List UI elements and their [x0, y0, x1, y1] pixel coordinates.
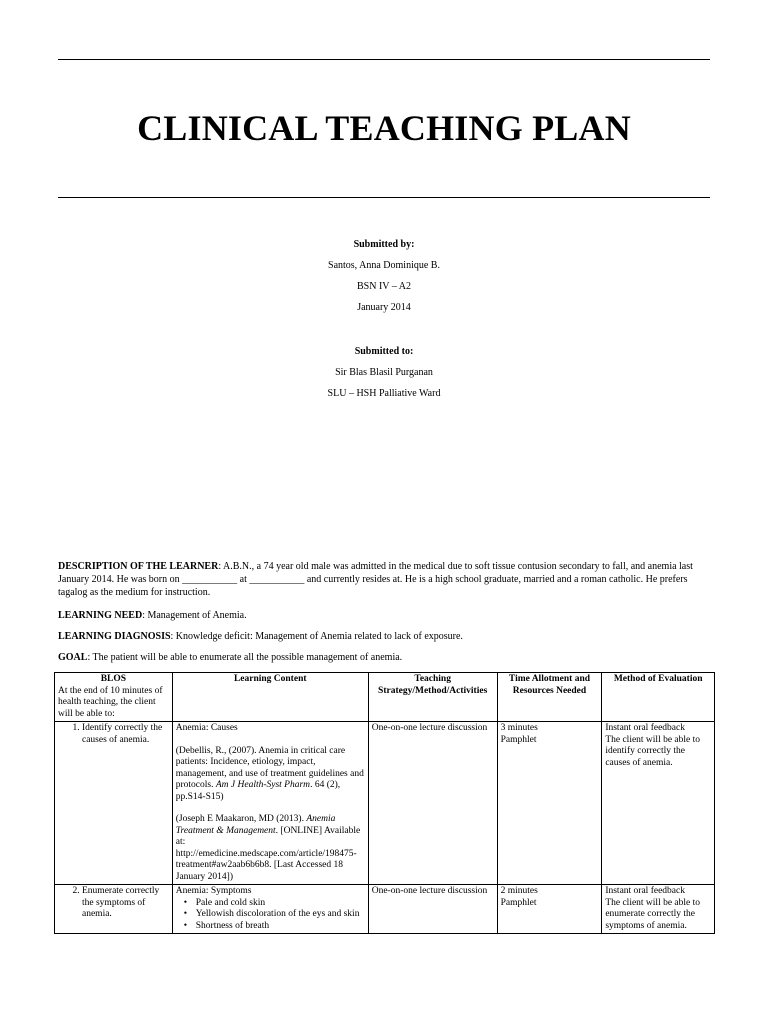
- reference-2: (Joseph E Maakaron, MD (2013). Anemia Treatment & Management. [ONLINE] Available at: http://emedicine.medscape.com/article/198475-treatment#aw2aab6b6b8. [Last Accessed 18 January 2014]): [175, 814, 361, 882]
- submitted-to-block: [0, 341, 768, 404]
- learning-diagnosis: [58, 630, 718, 643]
- submitted-by-block: [0, 234, 768, 318]
- header-blos: [55, 673, 173, 722]
- submission-date: January 2014: [357, 302, 411, 313]
- description-text: : A.B.N., a 74 year old male was admitted in the medical due to soft tissue contusion secondary to fall, and anemia last January 2014. He was born on ___________ at ___________ and currently resides at. He is a high school graduate, married and a roman catholic. He prefers tagalog as the medium for instruction.: [58, 561, 693, 598]
- table-row: [55, 885, 715, 934]
- learning-need: [58, 609, 718, 622]
- header-blos-note: At the end of 10 minutes of health teaching, the client will be able to:: [58, 685, 163, 719]
- content-title: Anemia: Causes: [175, 723, 238, 733]
- content-cell: [172, 722, 368, 885]
- table-header-row: [55, 673, 715, 722]
- blos-item: 1. Identify correctly the causes of anemia.: [82, 723, 169, 746]
- content-cell: [172, 885, 368, 934]
- header-time-allotment: Time Allotment and Resources Needed: [497, 673, 602, 722]
- blos-cell: [55, 885, 173, 934]
- submitted-to-label: Submitted to:: [354, 346, 414, 357]
- reference-1: (Debellis, R., (2007). Anemia in critical care patients: Incidence, etiology, impact, management, and use of treatment guidelines and protocols. Am J Health-Syst Pharm. 64 (2), pp.S14-S15): [175, 745, 364, 802]
- header-blos-label: BLOS: [100, 674, 127, 684]
- submitter-section: BSN IV – A2: [357, 281, 411, 292]
- symptom-list: [176, 898, 365, 933]
- time-cell: [497, 885, 602, 934]
- learning-diagnosis-label: LEARNING DIAGNOSIS: [58, 631, 171, 642]
- list-item: • Yellowish discoloration of the eys and skin: [196, 909, 365, 921]
- recipient-ward: SLU – HSH Palliative Ward: [327, 388, 441, 399]
- time-cell: [497, 722, 602, 885]
- teaching-plan-table: [54, 672, 715, 934]
- evaluation-cell: [602, 885, 715, 934]
- resource-value: Pamphlet: [500, 734, 537, 745]
- evaluation-method: Instant oral feedback: [605, 886, 685, 896]
- blos-item: 2. Enumerate correctly the symptoms of anemia.: [82, 886, 169, 921]
- learning-need-text: : Management of Anemia.: [142, 610, 247, 621]
- top-rule: [58, 59, 710, 60]
- blos-cell: [55, 722, 173, 885]
- header-learning-content: Learning Content: [172, 673, 368, 722]
- submitter-name: Santos, Anna Dominique B.: [328, 260, 440, 271]
- evaluation-method: Instant oral feedback: [605, 723, 685, 733]
- list-item: • Shortness of breath: [196, 921, 365, 933]
- page-title: CLINICAL TEACHING PLAN: [137, 108, 631, 148]
- header-evaluation: Method of Evaluation: [602, 673, 715, 722]
- time-value: 3 minutes: [500, 723, 538, 733]
- learner-description: [58, 560, 718, 599]
- learning-diagnosis-text: : Knowledge deficit: Management of Anemia related to lack of exposure.: [170, 631, 463, 642]
- list-item: • Pale and cold skin: [196, 898, 365, 910]
- content-title: Anemia: Symptoms: [175, 886, 252, 896]
- evaluation-criteria: The client will be able to enumerate correctly the symptoms of anemia.: [605, 897, 701, 931]
- resource-value: Pamphlet: [500, 897, 537, 908]
- goal-text: : The patient will be able to enumerate all the possible management of anemia.: [87, 652, 403, 663]
- header-teaching-strategy: Teaching Strategy/Method/Activities: [368, 673, 497, 722]
- evaluation-criteria: The client will be able to identify correctly the causes of anemia.: [605, 734, 701, 768]
- recipient-name: Sir Blas Blasil Purganan: [335, 367, 433, 378]
- description-label: DESCRIPTION OF THE LEARNER: [58, 561, 219, 572]
- teaching-cell: One-on-one lecture discussion: [368, 885, 497, 934]
- goal-label: GOAL: [58, 652, 88, 663]
- table-row: [55, 722, 715, 885]
- submitted-by-label: Submitted by:: [353, 239, 415, 250]
- teaching-cell: One-on-one lecture discussion: [368, 722, 497, 885]
- bottom-rule: [58, 197, 710, 198]
- time-value: 2 minutes: [500, 886, 538, 896]
- goal: [58, 651, 718, 664]
- evaluation-cell: [602, 722, 715, 885]
- learning-need-label: LEARNING NEED: [58, 610, 143, 621]
